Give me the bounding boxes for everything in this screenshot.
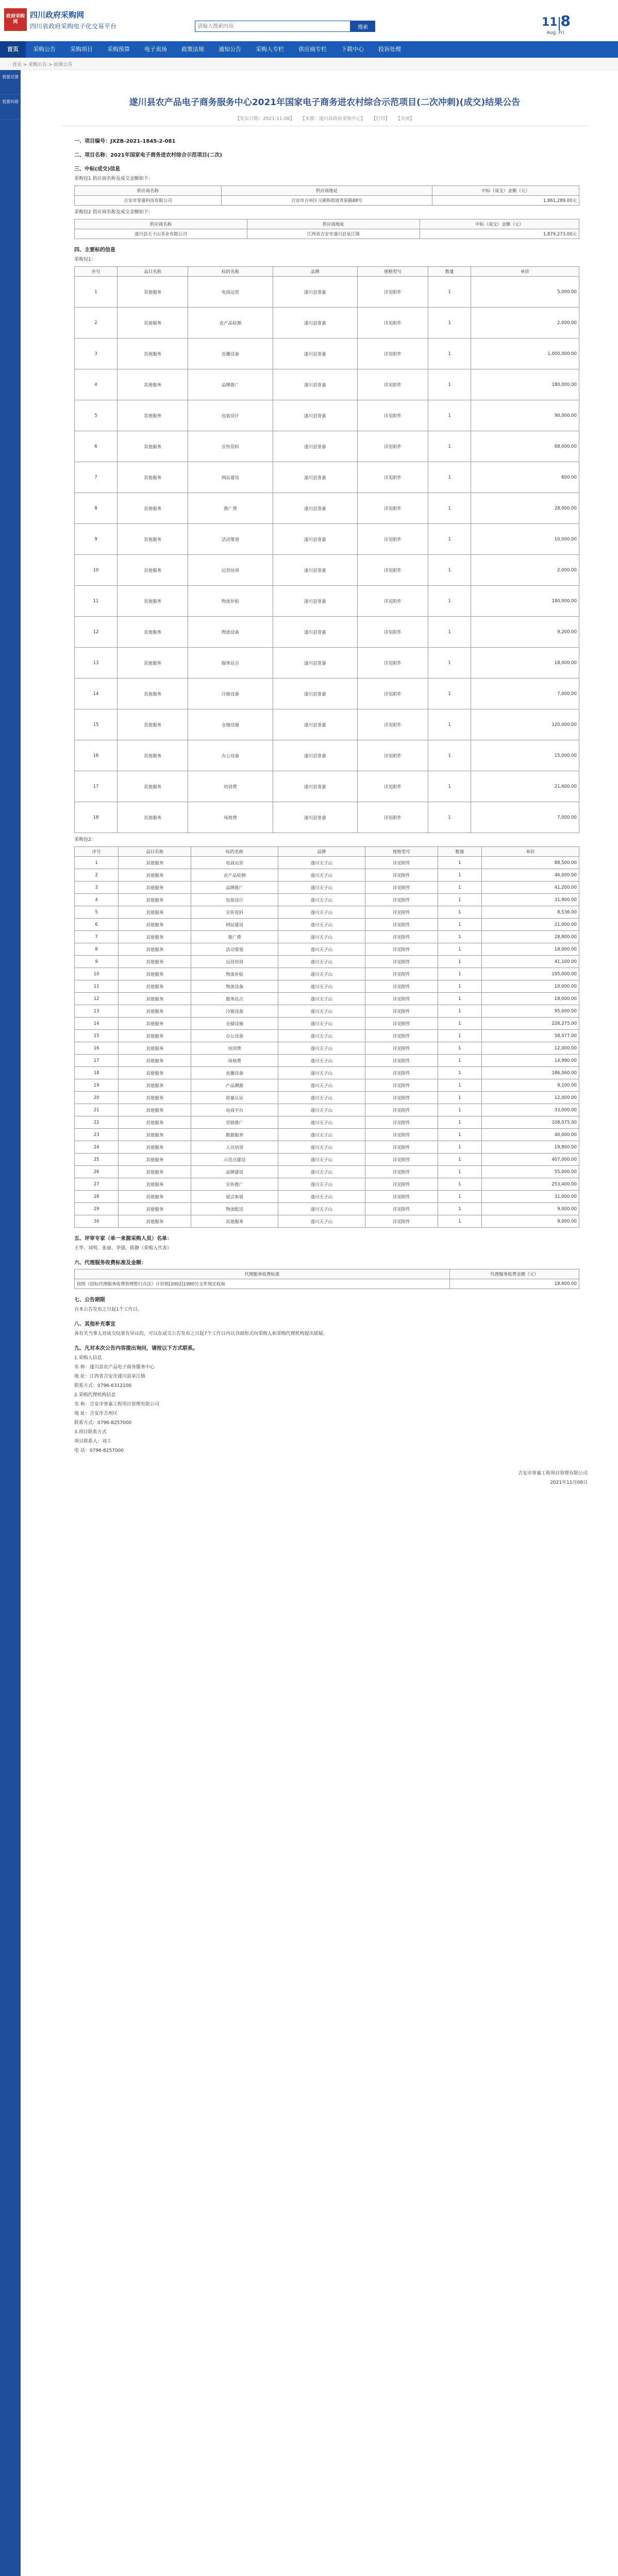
- table-row: 8 其他服务 活动策划 遂川天子山 详见附件 1 18,000.00: [75, 943, 579, 956]
- section-project-name: 二、项目名称：2021年国家电子商务进农村综合示范项目(二次): [74, 152, 222, 158]
- table-row: 23 其他服务 数据服务 遂川天子山 详见附件 1 40,000.00: [75, 1129, 579, 1141]
- table-row: 18 其他服务 直播设备 遂川天子山 详见附件 1 186,060.00: [75, 1067, 579, 1079]
- table-row: 6 其他服务 宣传资料 遂川县誉嘉 详见附件 1 68,000.00: [75, 431, 579, 462]
- goods-table-2: 序号 品目名称 标的名称 品牌 规格型号 数量 单价 1 其他服务 电商运营 遂川天子山 详见附件 1 88,500.00 2 其他服务 农产品检测 遂川天子山 详见附件 1 46,000.00 3 其他服务 品牌推广 遂川天子山 详见附件 1 41,200.00 4 其他服务 包装设计 遂川天子山 详见附件 1 31,900.00 5 其他服务 宣传资料 遂川天子山 详见附件 1 8,536.00 6 其他服务 网站建设 遂川天子山 详见附件 1 21,000.00 7 其他服务 推广费 遂川天子山 详见附件 1 28,800.00 8 其他服务 活动策划 遂川天子山 详见附件 1 18,000.00 9 其他服务 运营培训 遂川天子山 详见附件 1 41,100.00 10 其他服务 物流补贴 遂川天子山 详见附件 1 195,000.00 11 其他服务 物流设备 遂川天子山 详见附件 1 10,000.00 12 其他服务 服务站点 遂川天子山 详见附件 1 18,000.00 13 其他服务 冷链设备 遂川天子山 详见附件 1 95,000.00 14 其他服务 仓储设施 遂川天子山 详见附件 1 226,275.00 15 其他服务 办公设备 遂川天子山 详见附件 1 58,077.00 16 其他服务 培训费 遂川天子山 详见附件 1 12,000.00 17 其他服务 场地费 遂川天子山 详见附件 1 14,990.00 18 其他服务 直播设备 遂川天子山 详见附件 1 186,060.00 19 其他服务 产品溯源 遂川天子山 详见附件 1 9,100.00 20 其他服务 质量认证 遂川天子山 详见附件 1 12,000.00 21 其他服务 电商平台 遂川天子山 详见附件 1 33,000.00 22 其他服务 营销推广 遂川天子山 详见附件 1 108,075.00 23 其他服务 数据服务 遂川天子山 详见附件 1 40,000.00 24 其他服务 人员培训 遂川天子山 详见附件 1 19,800.00 25 其他服务 示范点建设 遂川天子山 详见附件 1 407,000.00 26 其他服务 品牌建设 遂川天子山 详见附件 1 55,000.00 27 其他服务 宣传推广 遂川天子山 详见附件 1 253,400.00 28 其他服务 展会参展 遂川天子山 详见附件 1 31,000.00 29 其他服务 物流配送 遂川天子山 详见附件 1 9,000.00 30 其他服务 其他服务 遂川天子山 详见附件 1 9,000.00: [74, 846, 579, 1228]
- nav-item[interactable]: 采购公告: [33, 46, 56, 53]
- table-row: 2 其他服务 农产品检测 遂川天子山 详见附件 1 46,000.00: [75, 869, 579, 882]
- table-row: 3 其他服务 品牌推广 遂川天子山 详见附件 1 41,200.00: [75, 882, 579, 894]
- goods-table-1: 序号 品目名称 标的名称 品牌 规格型号 数量 单价 1 其他服务 电商运营 遂川县誉嘉 详见附件 1 5,000.00 2 其他服务 农产品检测 遂川县誉嘉 详见附件 1 2,000.00 3 其他服务 直播设备 遂川县誉嘉 详见附件 1 1,000,000.00 4 其他服务 品牌推广 遂川县誉嘉 详见附件 1 180,000.00 5 其他服务 包装设计 遂川县誉嘉 详见附件 1 90,000.00 6 其他服务 宣传资料 遂川县誉嘉 详见附件 1 68,000.00 7 其他服务 网站建设 遂川县誉嘉 详见附件 1 600.00 8 其他服务 推广费 遂川县誉嘉 详见附件 1 28,000.00 9 其他服务 活动策划 遂川县誉嘉 详见附件 1 10,000.00 10 其他服务 运营培训 遂川县誉嘉 详见附件 1 2,000.00 11 其他服务 物流补贴 遂川县誉嘉 详见附件 1 180,000.00 12 其他服务 物流设备 遂川县誉嘉 详见附件 1 9,200.00 13 其他服务 服务站点 遂川县誉嘉 详见附件 1 18,000.00 14 其他服务 冷链设备 遂川县誉嘉 详见附件 1 7,000.00 15 其他服务 仓储设施 遂川县誉嘉 详见附件 1 120,000.00 16 其他服务 办公设备 遂川县誉嘉 详见附件 1 15,000.00 17 其他服务 培训费 遂川县誉嘉 详见附件 1 21,600.00 18 其他服务 场地费 遂川县誉嘉 详见附件 1 7,000.00: [74, 266, 579, 833]
- sidebar-item[interactable]: 我要纠错: [0, 95, 21, 120]
- signature-org: 吉安市誉嘉工程项目管理有限公司: [517, 1471, 588, 1476]
- supplier-table-2: 供应商名称 供应商地址 中标（成交）金额（元） 遂川县天子山茶业有限公司 江西省吉安市遂川县泉江镇 1,879,273.00元: [74, 219, 579, 239]
- table-row: 17 其他服务 培训费 遂川县誉嘉 详见附件 1 21,600.00: [75, 771, 579, 802]
- table-row: 11 其他服务 物流设备 遂川天子山 详见附件 1 10,000.00: [75, 980, 579, 993]
- table-row: 17 其他服务 场地费 遂川天子山 详见附件 1 14,990.00: [75, 1055, 579, 1067]
- table-row: 8 其他服务 推广费 遂川县誉嘉 详见附件 1 28,000.00: [75, 493, 579, 524]
- pkg2-note: 采购包2 供应商名称及成交金额如下：: [74, 210, 153, 215]
- contact-project-person: 项目联系人：刘工: [74, 1439, 112, 1444]
- sidebar: [0, 70, 21, 2576]
- nav-item[interactable]: 采购预算: [107, 46, 130, 53]
- other-text: 各有关当事人对成交结果有异议的，可以在成交公告发布之日起7个工作日内以书面形式向采购人和采购代理机构提出质疑。: [74, 1331, 328, 1336]
- contact-agent-address: 地 址：吉安市吉州区: [74, 1411, 118, 1416]
- table-row: 28 其他服务 展会参展 遂川天子山 详见附件 1 31,000.00: [75, 1191, 579, 1203]
- header: [0, 0, 618, 41]
- table-row: 11 其他服务 物流补贴 遂川县誉嘉 详见附件 1 180,000.00: [75, 586, 579, 617]
- meta-item: 【发布日期：2021-11-08】: [235, 116, 295, 122]
- article-title: 遂川县农产品电子商务服务中心2021年国家电子商务进农村综合示范项目(二次冲刺)(成交)结果公告: [129, 97, 521, 108]
- section-goods: 四、主要标的信息: [74, 247, 115, 253]
- table-row: 24 其他服务 人员培训 遂川天子山 详见附件 1 19,800.00: [75, 1141, 579, 1154]
- period-text: 自本公告发布之日起1个工作日。: [74, 1307, 142, 1312]
- contact-buyer-address: 地 址：江西省吉安市遂川县泉江镇: [74, 1374, 145, 1379]
- table-row: 16 其他服务 办公设备 遂川县誉嘉 详见附件 1 15,000.00: [75, 740, 579, 771]
- nav-item[interactable]: 政策法规: [181, 46, 204, 53]
- table-row: 4 其他服务 包装设计 遂川天子山 详见附件 1 31,900.00: [75, 894, 579, 906]
- table-row: 7 其他服务 推广费 遂川天子山 详见附件 1 28,800.00: [75, 931, 579, 943]
- nav-item[interactable]: 投诉处理: [378, 46, 401, 53]
- table-row: 9 其他服务 运营培训 遂川天子山 详见附件 1 41,100.00: [75, 956, 579, 968]
- table-row: 吉安市誉嘉科技有限公司 吉安市吉州区习溪桥街道青原路88号 1,861,289.00元: [75, 196, 579, 206]
- date-year: Aug. Fri.: [546, 30, 566, 36]
- table-row: 13 其他服务 服务站点 遂川县誉嘉 详见附件 1 18,000.00: [75, 648, 579, 679]
- table-row: 26 其他服务 品牌建设 遂川天子山 详见附件 1 55,000.00: [75, 1166, 579, 1178]
- section-experts: 五、评审专家（单一来源采购人员）名单：: [74, 1236, 172, 1242]
- contact-buyer-name: 名 称：遂川县农产品电子商务服务中心: [74, 1365, 155, 1370]
- date-month: 11: [541, 16, 558, 29]
- table-row: 14 其他服务 冷链设备 遂川县誉嘉 详见附件 1 7,000.00: [75, 679, 579, 709]
- contact-buyer-phone: 联系方式：0796-6312100: [74, 1383, 132, 1388]
- nav-item[interactable]: 电子卖场: [144, 46, 167, 53]
- table-row: 12 其他服务 服务站点 遂川天子山 详见附件 1 18,000.00: [75, 993, 579, 1005]
- table-row: 27 其他服务 宣传推广 遂川天子山 详见附件 1 253,400.00: [75, 1178, 579, 1191]
- search-button[interactable]: 搜索: [350, 21, 375, 32]
- breadcrumb: 首页 > 采购公告 > 结果公告: [0, 58, 618, 70]
- logo-badge: 政府采购网: [4, 8, 27, 31]
- table-row: 10 其他服务 运营培训 遂川县誉嘉 详见附件 1 2,000.00: [75, 555, 579, 586]
- nav-item[interactable]: 下载中心: [341, 46, 364, 53]
- fee-table: 代理服务收费标准 代理服务收费金额（元） 按照《招标代理服务收费管理暂行办法》计价格[2002]1980号文件规定收取 18,600.00: [74, 1269, 579, 1289]
- site-subtitle: 四川省政府采购电子化交易平台: [30, 22, 117, 30]
- table-row: 13 其他服务 冷链设备 遂川天子山 详见附件 1 95,000.00: [75, 1005, 579, 1018]
- table-row: 7 其他服务 网站建设 遂川县誉嘉 详见附件 1 600.00: [75, 462, 579, 493]
- table-row: 19 其他服务 产品溯源 遂川天子山 详见附件 1 9,100.00: [75, 1079, 579, 1092]
- date-day: 8: [560, 12, 571, 29]
- section-other: 八、其他补充事宜: [74, 1321, 115, 1327]
- table-row: 29 其他服务 物流配送 遂川天子山 详见附件 1 9,000.00: [75, 1203, 579, 1215]
- section-project-number: 一、项目编号：JXZB-2021-1845-2-081: [74, 139, 176, 144]
- table-row: 4 其他服务 品牌推广 遂川县誉嘉 详见附件 1 180,000.00: [75, 369, 579, 400]
- table-row: 2 其他服务 农产品检测 遂川县誉嘉 详见附件 1 2,000.00: [75, 308, 579, 338]
- pkg1-note: 采购包1 供应商名称及成交金额如下：: [74, 176, 153, 181]
- table-row: 30 其他服务 其他服务 遂川天子山 详见附件 1 9,000.00: [75, 1215, 579, 1228]
- table-row: 20 其他服务 质量认证 遂川天子山 详见附件 1 12,000.00: [75, 1092, 579, 1104]
- sidebar-item[interactable]: 我要反馈: [0, 70, 21, 95]
- table-row: 1 其他服务 电商运营 遂川县誉嘉 详见附件 1 5,000.00: [75, 277, 579, 308]
- table-row: 3 其他服务 直播设备 遂川县誉嘉 详见附件 1 1,000,000.00: [75, 338, 579, 369]
- nav-item[interactable]: 供应商专栏: [298, 46, 327, 53]
- nav-item[interactable]: 采购项目: [70, 46, 93, 53]
- meta-item: 【来源：遂川县政府采购中心】: [303, 116, 365, 122]
- contact-agent-phone: 联系方式：0796-8257000: [74, 1420, 132, 1426]
- table-row: 9 其他服务 活动策划 遂川县誉嘉 详见附件 1 10,000.00: [75, 524, 579, 555]
- table-row: 12 其他服务 物流设备 遂川县誉嘉 详见附件 1 9,200.00: [75, 617, 579, 648]
- table-row: 18 其他服务 场地费 遂川县誉嘉 详见附件 1 7,000.00: [75, 802, 579, 833]
- contact-buyer-heading: 1.采购人信息: [74, 1355, 102, 1361]
- main-nav: [0, 41, 618, 58]
- contact-agent-name: 名 称：吉安市誉嘉工程项目管理有限公司: [74, 1402, 159, 1407]
- table-row: 21 其他服务 电商平台 遂川天子山 详见附件 1 33,000.00: [75, 1104, 579, 1116]
- section-period: 七、公告期限: [74, 1297, 105, 1303]
- table-row: 10 其他服务 物流补贴 遂川天子山 详见附件 1 195,000.00: [75, 968, 579, 980]
- table-row: 遂川县天子山茶业有限公司 江西省吉安市遂川县泉江镇 1,879,273.00元: [75, 229, 579, 239]
- table-row: 15 其他服务 仓储设施 遂川县誉嘉 详见附件 1 120,000.00: [75, 709, 579, 740]
- meta-item[interactable]: 【关闭】: [398, 116, 414, 122]
- nav-item[interactable]: 通知公告: [219, 46, 241, 53]
- section-fee: 六、代理服务收费标准及金额：: [74, 1260, 146, 1266]
- table-row: 15 其他服务 办公设备 遂川天子山 详见附件 1 58,077.00: [75, 1030, 579, 1042]
- site-title: 四川政府采购网: [30, 10, 85, 20]
- nav-item[interactable]: 首页: [0, 41, 26, 58]
- table-row: 14 其他服务 仓储设施 遂川天子山 详见附件 1 226,275.00: [75, 1018, 579, 1030]
- table-row: 1 其他服务 电商运营 遂川天子山 详见附件 1 88,500.00: [75, 857, 579, 869]
- contact-project-phone: 电 话：0796-8257000: [74, 1448, 124, 1453]
- section-contact: 九、凡对本次公告内容提出询问，请按以下方式联系。: [74, 1346, 198, 1351]
- table-row: 16 其他服务 培训费 遂川天子山 详见附件 1 12,000.00: [75, 1042, 579, 1055]
- section-award-info: 三、中标(成交)信息: [74, 166, 121, 172]
- goods-pkg2-label: 采购包2：: [74, 837, 96, 842]
- signature-date: 2021年11月08日: [550, 1480, 588, 1485]
- search-bar: [195, 21, 375, 32]
- table-row: 6 其他服务 网站建设 遂川天子山 详见附件 1 21,000.00: [75, 919, 579, 931]
- article: [62, 77, 588, 1488]
- date-display: [542, 12, 571, 36]
- table-row: 5 其他服务 包装设计 遂川县誉嘉 详见附件 1 90,000.00: [75, 400, 579, 431]
- table-row: 按照《招标代理服务收费管理暂行办法》计价格[2002]1980号文件规定收取 18,600.00: [75, 1279, 579, 1289]
- table-row: 5 其他服务 宣传资料 遂川天子山 详见附件 1 8,536.00: [75, 906, 579, 919]
- nav-item[interactable]: 采购人专栏: [256, 46, 284, 53]
- supplier-table-1: 供应商名称 供应商地址 中标（成交）金额（元） 吉安市誉嘉科技有限公司 吉安市吉州区习溪桥街道青原路88号 1,861,289.00元: [74, 185, 579, 206]
- meta-item[interactable]: 【打印】: [373, 116, 390, 122]
- experts-list: 王华、刘明、张丽、李强、陈静（采购人代表）: [74, 1246, 172, 1251]
- table-row: 22 其他服务 营销推广 遂川天子山 详见附件 1 108,075.00: [75, 1116, 579, 1129]
- site-logo[interactable]: [4, 8, 116, 31]
- article-meta: [62, 115, 588, 126]
- contact-agent-heading: 2.采购代理机构信息: [74, 1393, 116, 1398]
- goods-pkg1-label: 采购包1：: [74, 257, 96, 262]
- contact-project-heading: 3.项目联系方式: [74, 1430, 107, 1435]
- search-input[interactable]: [195, 21, 350, 32]
- table-row: 25 其他服务 示范点建设 遂川天子山 详见附件 1 407,000.00: [75, 1154, 579, 1166]
